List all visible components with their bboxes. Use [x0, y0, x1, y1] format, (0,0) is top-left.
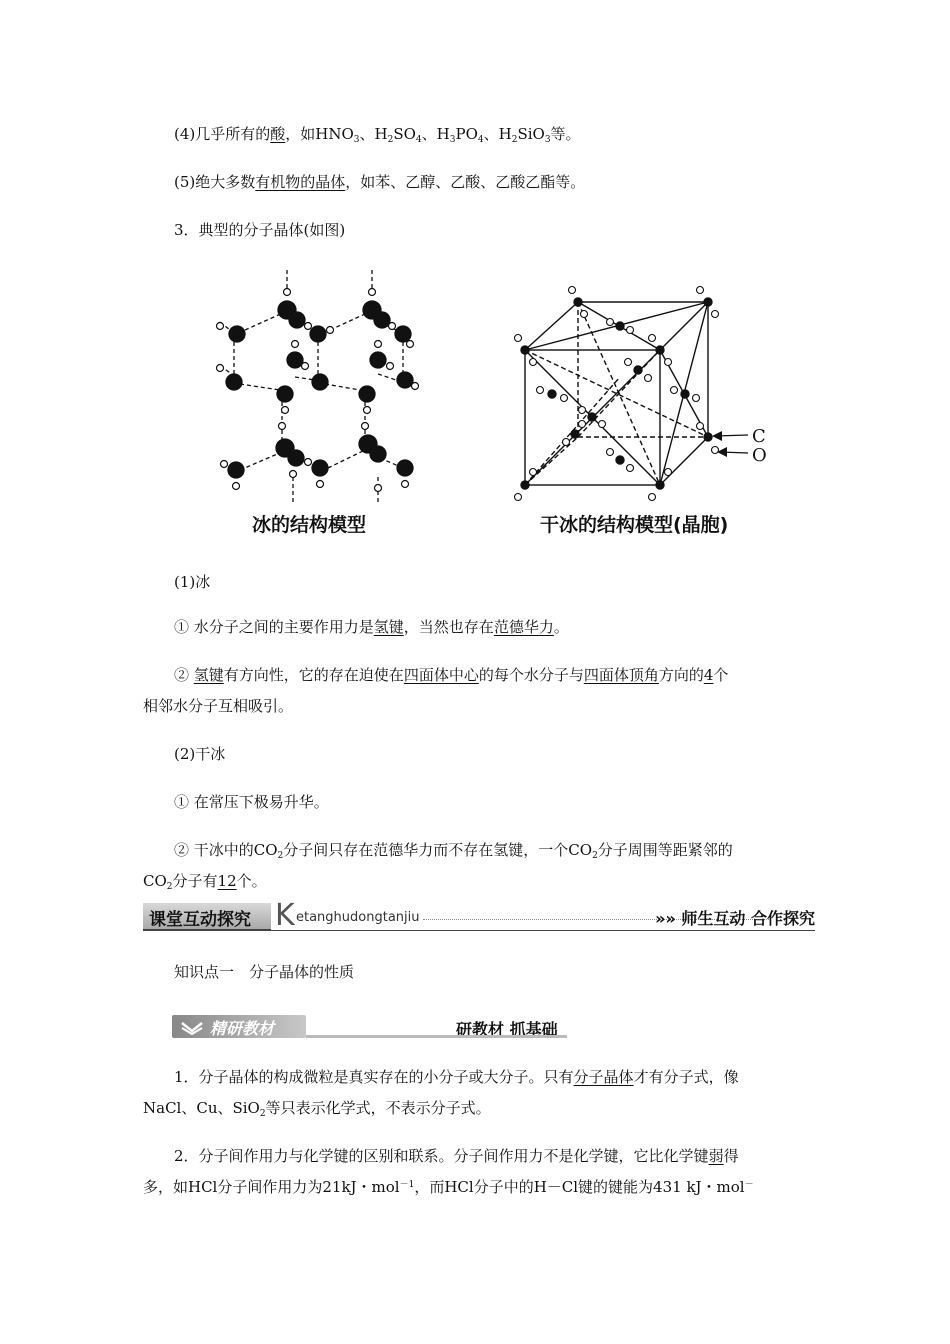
- text: 方向的: [658, 666, 704, 684]
- text-line: [174, 172, 585, 192]
- text: 才有分子式，像: [633, 1068, 739, 1086]
- text: (5)绝大多数: [174, 173, 256, 191]
- text: SO: [393, 125, 416, 143]
- text: 有方向性，它的存在迫使在: [223, 666, 404, 684]
- subscript: 3: [544, 135, 551, 145]
- subscript: 3: [353, 135, 360, 145]
- subscript: 3: [449, 135, 456, 145]
- carbon-label: C: [752, 426, 766, 447]
- banner-title: 课堂互动探究: [149, 910, 251, 930]
- answer-blank: 四面体中心: [403, 666, 479, 684]
- answer-blank: 酸: [270, 125, 286, 143]
- subscript: 2: [259, 1109, 266, 1119]
- banner-pinyin: etanghudongtanjiu: [296, 910, 420, 925]
- text: 、H: [421, 125, 450, 143]
- text: ，如苯、乙醇、乙酸、乙酸乙酯等。: [345, 173, 586, 191]
- banner-underline: [271, 930, 815, 931]
- oxygen-label: O: [752, 445, 767, 466]
- superscript: －: [744, 1180, 754, 1190]
- text: PO: [455, 125, 478, 143]
- text: 分子周围等距紧邻的: [597, 841, 733, 859]
- text: 分子间只存在范德华力而不存在氢键，一个CO: [283, 841, 593, 859]
- section-banner: [143, 898, 815, 933]
- ice-caption: 冰的结构模型: [252, 514, 367, 536]
- text-line: [174, 665, 728, 685]
- text: 等。: [550, 125, 581, 143]
- text-line: [174, 124, 581, 144]
- text: (4)几乎所有的: [174, 125, 271, 143]
- subscript: 2: [277, 851, 284, 861]
- text: CO: [143, 872, 167, 890]
- answer-blank: 分子晶体: [573, 1068, 634, 1086]
- subscript: 4: [477, 135, 484, 145]
- text: ②: [174, 666, 194, 684]
- superscript: －1: [399, 1180, 415, 1190]
- section-heading: 3．典型的分子晶体(如图): [174, 221, 346, 239]
- subscript: 2: [511, 135, 518, 145]
- text: 个。: [236, 872, 267, 890]
- text: ，而HCl分子中的H－Cl键的键能为431 kJ・mol: [414, 1178, 745, 1196]
- sub-banner-right-text: 研教材 抓基础: [456, 1020, 558, 1039]
- text: 的每个水分子与: [478, 666, 584, 684]
- text-line: [143, 871, 267, 891]
- text: 。: [553, 618, 569, 636]
- text-line: [174, 1067, 739, 1087]
- sub-banner-bar: [306, 1035, 567, 1038]
- answer-blank: 氢键: [193, 666, 224, 684]
- text: ，当然也存在: [403, 618, 494, 636]
- book-icon: [180, 1019, 204, 1035]
- banner-title-box: [143, 903, 271, 931]
- subscript: 2: [387, 135, 394, 145]
- text: 、H: [483, 125, 512, 143]
- answer-blank: 弱: [708, 1147, 724, 1165]
- text-line: 相邻水分子互相吸引。: [143, 697, 294, 715]
- crystal-structure-figure: [200, 262, 780, 542]
- text: 个: [713, 666, 729, 684]
- text-line: [143, 1098, 491, 1118]
- text: 等只表示化学式，不表示分子式。: [265, 1099, 491, 1117]
- subscript: 4: [415, 135, 422, 145]
- text: ，如HNO: [285, 125, 354, 143]
- answer-blank: 氢键: [373, 618, 404, 636]
- subscript: 2: [592, 851, 598, 861]
- banner-k-letter: K: [275, 898, 295, 933]
- answer-blank: 12: [217, 872, 237, 890]
- text-line: [174, 840, 733, 860]
- text: ① 水分子之间的主要作用力是: [174, 618, 374, 636]
- dry-ice-structure-diagram: [515, 287, 767, 501]
- text: 多，如HCl分子间作用力为21kJ・mol: [143, 1178, 400, 1196]
- answer-blank: 有机物的晶体: [255, 173, 346, 191]
- sub-banner: [172, 1013, 567, 1041]
- answer-blank: 四面体顶角: [583, 666, 659, 684]
- text-line: [143, 1177, 754, 1197]
- text-line: [174, 617, 569, 637]
- text-line: [174, 1146, 739, 1166]
- text-line: ① 在常压下极易升华。: [174, 793, 329, 811]
- text: 、H: [359, 125, 388, 143]
- subscript: 2: [166, 882, 173, 892]
- banner-right-text: »» 师生互动 合作探究: [655, 909, 815, 928]
- dry-ice-caption: 干冰的结构模型(晶胞): [540, 514, 729, 536]
- text: SiO: [517, 125, 545, 143]
- text: 1．分子晶体的构成微粒是真实存在的小分子或大分子。只有: [174, 1068, 574, 1086]
- sub-banner-title: 精研教材: [210, 1019, 275, 1038]
- text: NaCl、Cu、SiO: [143, 1099, 260, 1117]
- text: ② 干冰中的CO: [174, 841, 278, 859]
- ice-structure-diagram: [217, 270, 419, 502]
- subheading: (1)冰: [174, 573, 211, 591]
- subheading: (2)干冰: [174, 745, 226, 763]
- text: 2．分子间作用力与化学键的区别和联系。分子间作用力不是化学键，它比化学键: [174, 1147, 709, 1165]
- text: 分子有: [172, 872, 218, 890]
- answer-blank: 4: [703, 666, 714, 684]
- sub-banner-title-box: [172, 1015, 306, 1038]
- knowledge-point-heading: 知识点一 分子晶体的性质: [174, 963, 355, 981]
- answer-blank: 范德华力: [493, 618, 554, 636]
- text: 得: [723, 1147, 739, 1165]
